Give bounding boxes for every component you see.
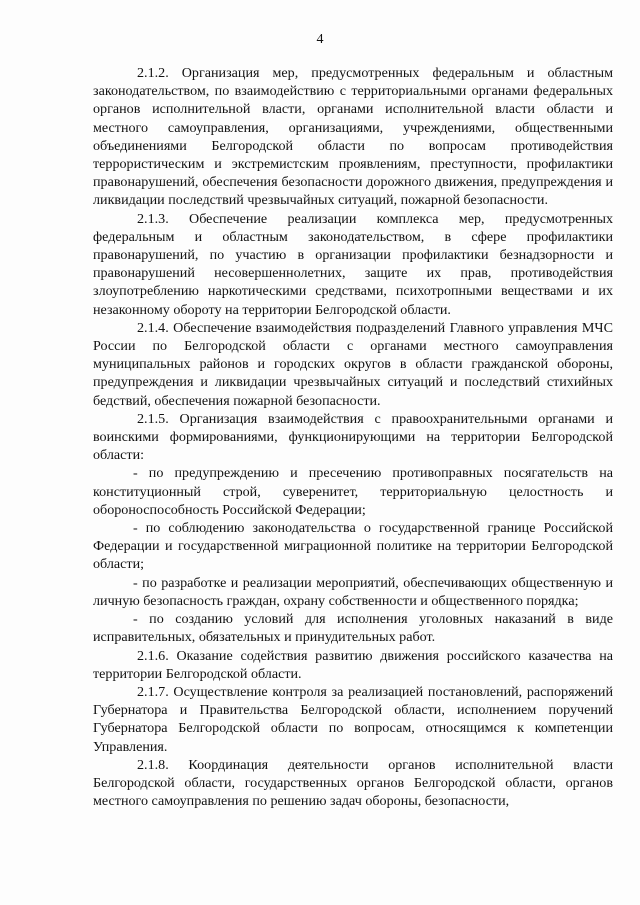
list-item-punishments: - по созданию условий для исполнения уголовных наказаний в виде исправительных, обязательных и принудительных работ. xyxy=(93,611,613,646)
document-body xyxy=(93,64,613,810)
paragraph-2-1-8: 2.1.8. Координация деятельности органов исполнительной власти Белгородской области, государственных органов Белгородской области, органов местного самоуправления по решению задач обороны, безопасности, xyxy=(93,756,613,810)
paragraph-2-1-6: 2.1.6. Оказание содействия развитию движения российского казачества на территории Белгородской области. xyxy=(93,647,613,682)
paragraph-2-1-2: 2.1.2. Организация мер, предусмотренных федеральным и областным законодательством, по взаимодействию с территориальными органами федеральных органов исполнительной власти, органами исполнительной власти области и местного самоуправления, организациями, учреждениями, общественными объединениями Белгородской области по вопросам противодействия террористическим и экстремистским проявлениям, преступности, профилактики правонарушений, обеспечения безопасности дорожного движения, предупреждения и ликвидации последствий чрезвычайных ситуаций, пожарной безопасности. xyxy=(93,65,613,209)
list-item-prevention: - по предупреждению и пресечению противоправных посягательств на конституционный строй, суверенитет, территориальную целостность и обороноспособность Российской Федерации; xyxy=(93,465,613,518)
paragraph-2-1-5: 2.1.5. Организация взаимодействия с правоохранительными органами и воинскими формированиями, функционирующими на территории Белгородской области: xyxy=(93,410,613,464)
page-number: 4 xyxy=(316,32,324,47)
list-item-public-safety: - по разработке и реализации мероприятий, обеспечивающих общественную и личную безопасность граждан, охрану собственности и общественного порядка; xyxy=(93,574,613,609)
paragraph-2-1-7: 2.1.7. Осуществление контроля за реализацией постановлений, распоряжений Губернатора и Правительства Белгородской области, исполнением поручений Губернатора Белгородской области по вопросам, относящимся к компетенции Управления. xyxy=(93,683,613,755)
list-item-border: - по соблюдению законодательства о государственной границе Российской Федерации и государственной миграционной политике на территории Белгородской области; xyxy=(93,520,613,573)
paragraph-2-1-4: 2.1.4. Обеспечение взаимодействия подразделений Главного управления МЧС России по Белгородской области с органами местного самоуправления муниципальных районов и городских округов в области гражданской обороны, предупреждения и ликвидации чрезвычайных ситуаций и последствий стихийных бедствий, обеспечения пожарной безопасности. xyxy=(93,319,613,409)
paragraph-2-1-3: 2.1.3. Обеспечение реализации комплекса мер, предусмотренных федеральным и областным законодательством, в сфере профилактики правонарушений, по участию в организации профилактики безнадзорности и правонарушений несовершеннолетних, защите их прав, противодействия злоупотреблению наркотическими средствами, психотропными веществами и их незаконному обороту на территории Белгородской области. xyxy=(93,210,613,318)
